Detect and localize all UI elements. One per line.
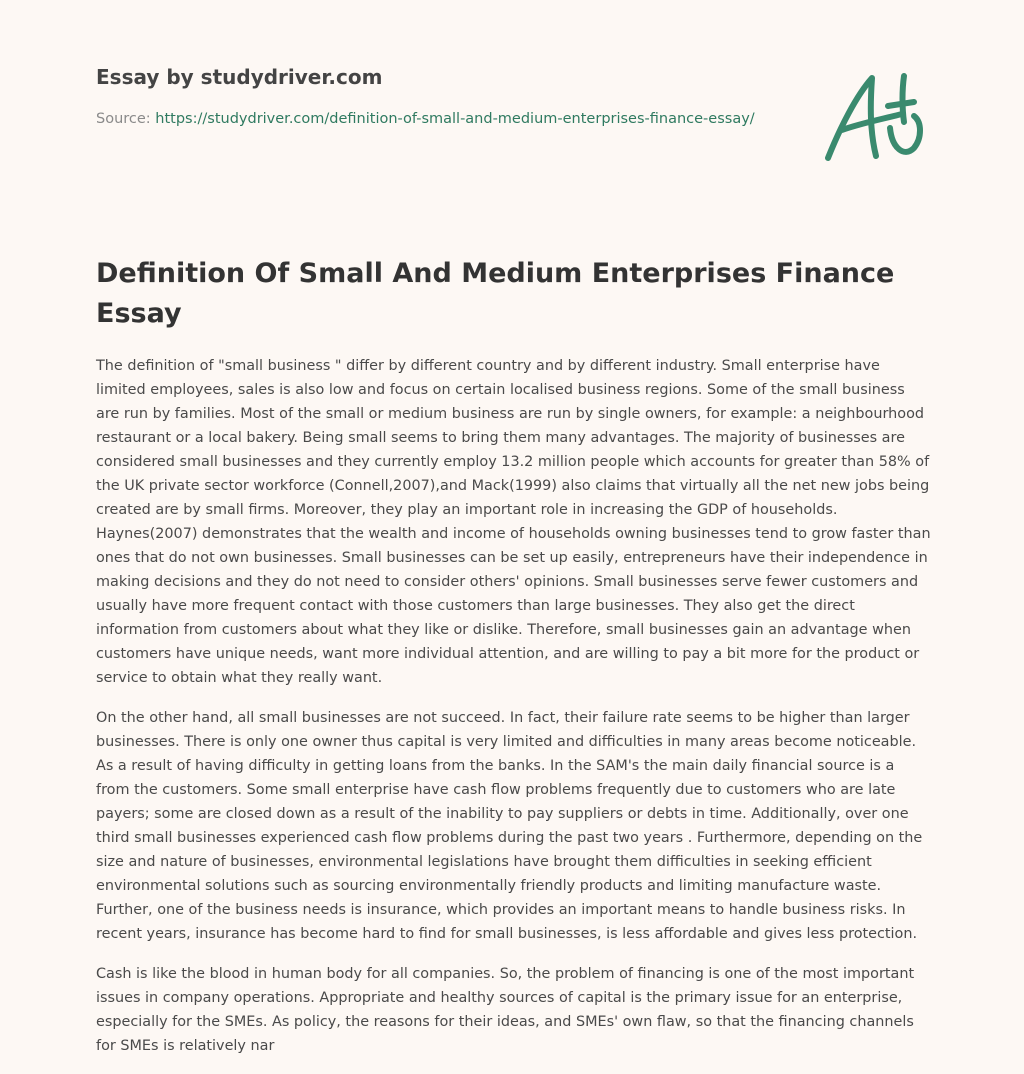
paragraph-3: Cash is like the blood in human body for all companies. So, the problem of financing is one of the most important issues in company operations. Appropriate and healthy sources of capital is the primary issue for an enterprise, especially for the SMEs. As policy, the reasons for their ideas, and SMEs' own flaw, so that the financing channels for SMEs is relatively nar <box>96 966 915 1054</box>
essay-title: Definition Of Small And Medium Enterprises Finance Essay <box>96 258 895 329</box>
paragraph-1: The definition of "small business " differ by different country and by different industry. Small enterprise have limited employees, sales is also low and focus on certain localised business regions. Some of the small business are run by families. Most of the small or medium business are run by single owners, for example: a neighbourhood restaurant or a local bakery. Being small seems to bring them many advantages. The majority of businesses are considered small businesses and they currently employ 13.2 million people which accounts for greater than 58% of the UK private sector workforce (Connell,2007),and Mack(1999) also claims that virtually all the net new jobs being created are by small firms. Moreover, they play an important role in increasing the GDP of households. Haynes(2007) demonstrates that the wealth and income of households owning businesses tend to grow faster than ones that do not own businesses. Small businesses can be set up easily, entrepreneurs have their independence in making decisions and they do not need to consider others' opinions. Small businesses serve fewer customers and usually have more frequent contact with those customers than large businesses. They also get the direct information from customers about what they like or dislike. Therefore, small businesses gain an advantage when customers have unique needs, want more individual attention, and are willing to pay a bit more for the product or service to obtain what they really want. <box>96 358 931 686</box>
source-link[interactable]: https://studydriver.com/definition-of-small-and-medium-enterprises-finance-essay/ <box>155 111 755 127</box>
header <box>96 60 756 130</box>
paragraph-2: On the other hand, all small businesses are not succeed. In fact, their failure rate seems to be higher than larger businesses. There is only one owner thus capital is very limited and difficulties in many areas become noticeable. As a result of having difficulty in getting loans from the banks. In the SAM's the main daily financial source is a from the customers. Some small enterprise have cash flow problems frequently due to customers who are late payers; some are closed down as a result of the inability to pay suppliers or debts in time. Additionally, over one third small businesses experienced cash flow problems during the past two years . Furthermore, depending on the size and nature of businesses, environmental legislations have brought them difficulties in seeking efficient environmental solutions such as sourcing environmentally friendly products and limiting manufacture waste. Further, one of the business needs is insurance, which provides an important means to handle business risks. In recent years, insurance has become hard to find for small businesses, is less affordable and gives less protection. <box>96 710 923 942</box>
source-label: Source: <box>96 111 151 127</box>
site-title: Essay by studydriver.com <box>96 65 383 89</box>
essay-body <box>96 354 932 1074</box>
source-line <box>96 108 756 130</box>
a-plus-logo-icon <box>818 66 930 168</box>
